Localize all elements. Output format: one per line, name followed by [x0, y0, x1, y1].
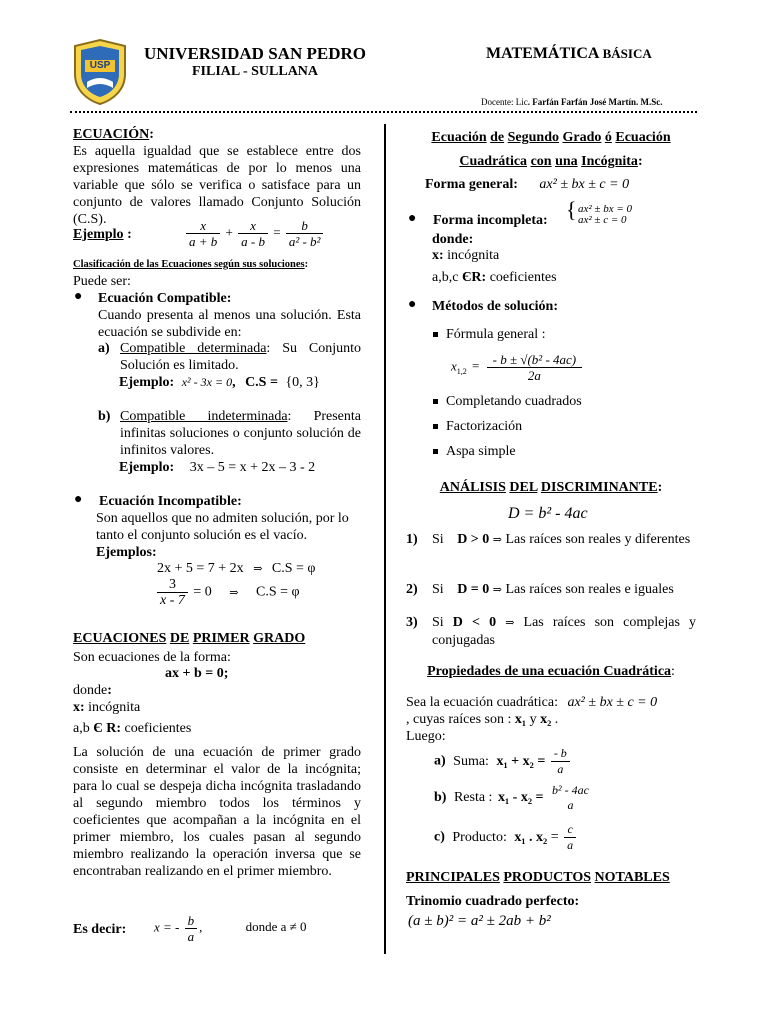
university-logo — [71, 38, 129, 106]
caso-1 — [406, 531, 696, 549]
caso-text: Las raíces son complejas y conjugadas — [432, 615, 697, 648]
producto-label: c) — [434, 829, 445, 845]
b-description — [120, 408, 361, 459]
productos-w1: PRINCIPALES — [406, 870, 500, 885]
forma-incompleta-label: Forma incompleta: — [433, 213, 548, 228]
teacher-name: . Farfán Farfán José Martín. M.Sc. — [527, 97, 663, 107]
incompatible-example-1 — [157, 560, 316, 578]
right-x-desc: incógnita — [447, 248, 500, 263]
forma-general-label: Forma general: — [425, 177, 518, 192]
analisis-colon: : — [657, 480, 663, 495]
donde-colon: : — [107, 683, 112, 698]
producto-row — [434, 822, 578, 853]
resta-den: a — [567, 798, 574, 812]
suma-num: - b — [551, 746, 570, 762]
course-main: MATEMÁTICA — [486, 45, 599, 62]
es-decir-comma: , — [199, 919, 203, 935]
ab-desc: coeficientes — [124, 721, 192, 736]
analisis-w1: ANÁLISIS — [439, 480, 506, 495]
arrow-icon: ⇒ — [505, 617, 515, 629]
clasificacion-colon: : — [304, 259, 309, 270]
compatible-desc: Cuando presenta al menos una solución. Esta ecuación se subdivide en: — [98, 308, 361, 340]
square-bullet-icon — [433, 449, 438, 454]
seg-w8: con — [530, 154, 552, 169]
metodo-label: Factorización — [446, 419, 523, 434]
a-rest: : Su Conjunto Solución es limitado. — [120, 341, 362, 373]
root-x2: x₂ — [540, 712, 552, 727]
seg-w3: Segundo — [507, 130, 559, 145]
ex1-den-1: a + b — [189, 234, 218, 249]
y-text: y — [529, 712, 537, 727]
a-label: a) — [98, 341, 110, 356]
seg-w9: una — [555, 154, 578, 169]
analisis-heading — [406, 480, 696, 496]
seg-w2: de — [490, 130, 505, 145]
bullet-incompatible: ● — [74, 492, 83, 507]
incompatible-desc: Son aquellos que no admiten solución, por lo tanto el conjunto solución es el vacío. — [96, 511, 349, 543]
cuyas-text: , cuyas raíces son : — [406, 712, 512, 727]
producto-eq: = — [550, 829, 559, 845]
primer-w2: DE — [169, 631, 190, 646]
ex1-num-3: b — [286, 218, 324, 234]
primer-donde — [73, 682, 112, 699]
productos-heading — [406, 870, 670, 886]
es-decir-den: a — [187, 929, 195, 944]
x-label: x: — [73, 700, 85, 715]
es-decir-cond: donde a ≠ 0 — [245, 919, 307, 935]
primer-x — [73, 699, 140, 716]
productos-w3: NOTABLES — [594, 870, 670, 885]
resta-row — [434, 783, 594, 813]
seg-w4: Grado — [562, 130, 602, 145]
ab-label: a,b — [73, 721, 90, 736]
ex1-frac-2 — [238, 218, 268, 249]
metodo-item — [433, 393, 582, 410]
ecuacion-colon: : — [149, 127, 154, 142]
inc-ex2-cs: C.S = φ — [256, 584, 300, 600]
ecuacion-title: ECUACIÓN — [73, 127, 150, 142]
donde-text: donde — [73, 683, 108, 698]
square-bullet-icon — [433, 332, 438, 337]
propiedades-heading — [406, 664, 696, 680]
resta-frac — [549, 783, 592, 813]
suma-frac — [551, 746, 570, 777]
clasificacion-text: Clasificación de las Ecuaciones según sus soluciones — [73, 259, 305, 270]
metodo-label: Fórmula general : — [446, 327, 546, 342]
inc-ex2-eq: = 0 — [193, 584, 212, 600]
discriminante-formula: D = b² - 4ac — [508, 505, 588, 522]
primer-ab — [73, 720, 191, 737]
suma-den: a — [557, 762, 564, 776]
teacher-line — [481, 97, 662, 107]
a-cs-label: C.S = — [245, 375, 278, 390]
ab-sym: Є R: — [93, 721, 121, 736]
course-title — [486, 45, 652, 63]
logo-text: USP — [89, 60, 111, 71]
b-example — [119, 459, 315, 476]
ejemplos-label: Ejemplos: — [96, 545, 157, 560]
sea-line — [406, 694, 657, 711]
trinomio-label: Trinomio cuadrado perfecto: — [406, 894, 580, 909]
arrow-icon: ⇒ — [253, 563, 263, 575]
producto-frac — [564, 822, 576, 853]
caso-number: 2) — [406, 582, 418, 597]
caso-si: Si — [432, 532, 444, 547]
incompatible-example-2 — [155, 577, 300, 608]
puede-ser: Puede ser: — [73, 274, 131, 289]
sea-eq: ax² ± bx ± c = 0 — [567, 695, 658, 710]
ex1-eq: = — [273, 224, 281, 240]
es-decir-num: b — [185, 913, 198, 929]
suma-row — [434, 746, 572, 777]
resta-num: b² - 4ac — [552, 783, 589, 797]
forma-incompleta-eq2: ax² ± c = 0 — [578, 214, 627, 226]
seg-w1: Ecuación — [431, 130, 487, 145]
formula-general — [451, 352, 584, 383]
caso-number: 3) — [406, 615, 418, 630]
a-ejemplo-eq: x² - 3x = 0 — [181, 375, 233, 389]
caso-number: 1) — [406, 532, 418, 547]
header-divider — [70, 111, 697, 113]
es-decir-lhs: x = - — [154, 919, 180, 935]
caso-si: Si — [432, 615, 444, 630]
forma-incompleta-eq1: ax² ± bx = 0 — [578, 203, 633, 215]
abc-label: a,b,c — [432, 270, 459, 285]
caso-cond: D > 0 — [457, 532, 490, 547]
x-desc: incógnita — [88, 700, 141, 715]
metodo-item — [433, 443, 516, 460]
period-text: . — [554, 712, 559, 727]
ex1-num-2: x — [238, 218, 268, 234]
inc-ex1-cs: C.S = φ — [271, 561, 316, 576]
ex1-den-2: a - b — [241, 234, 265, 249]
right-abc — [432, 269, 557, 286]
ex1-frac-1 — [186, 218, 220, 249]
primer-w1: ECUACIONES — [73, 631, 167, 646]
sea-text: Sea la ecuación cuadrática: — [406, 695, 558, 710]
bullet-compatible: ● — [74, 289, 83, 304]
square-bullet-icon — [433, 424, 438, 429]
luego: Luego: — [406, 729, 446, 744]
analisis-w2: DEL — [509, 480, 538, 495]
right-x-label: x: — [432, 248, 444, 263]
clasificacion-heading — [73, 259, 308, 270]
cuyas-line — [406, 711, 558, 728]
primer-w4: GRADO — [253, 631, 306, 646]
ex1-plus: + — [225, 224, 233, 240]
arrow-icon: ⇒ — [229, 586, 239, 599]
right-donde: donde: — [432, 232, 474, 247]
caso-text: Las raíces son reales e iguales — [505, 582, 674, 597]
caso-text: Las raíces son reales y diferentes — [505, 532, 691, 547]
es-decir-frac — [185, 913, 198, 944]
inc-ex2-den: x - 7 — [160, 593, 185, 608]
b-ejemplo-label: Ejemplo: — [119, 460, 175, 475]
analisis-w3: DISCRIMINANTE — [540, 480, 658, 495]
compatible-title: Ecuación Compatible: — [98, 291, 232, 306]
primer-form: ax + b = 0; — [165, 666, 229, 681]
ejemplo-colon: : — [123, 227, 132, 242]
university-name: UNIVERSIDAD SAN PEDRO — [144, 44, 366, 63]
bullet-metodos: ● — [408, 297, 417, 312]
suma-label: a) — [434, 753, 446, 769]
arrow-icon: ⇒ — [492, 584, 502, 596]
b-ejemplo-eq: 3x – 5 = x + 2x – 3 - 2 — [189, 460, 316, 475]
metodo-item — [433, 418, 522, 435]
ex1-num-1: x — [186, 218, 220, 234]
ecuacion-definition: Es aquella igualdad que se establece entre dos expresiones matemáticas de por lo menos una variable que sólo se verifica o satisface para un conjunto de valores llamado Conjunto Solución (C.S). — [73, 144, 361, 227]
inc-ex1-eq: 2x + 5 = 7 + 2x — [157, 561, 244, 576]
producto-expr: x₁ . x₂ — [514, 829, 548, 845]
metodos-label: Métodos de solución: — [432, 299, 558, 314]
root-x1: x₁ — [514, 712, 527, 727]
segundo-grado-heading — [406, 126, 696, 174]
productos-w2: PRODUCTOS — [503, 870, 592, 885]
seg-colon: : — [637, 154, 643, 169]
forma-general-eq: ax² ± bx ± c = 0 — [539, 177, 630, 192]
formula-eq: = — [472, 358, 480, 374]
caso-3 — [406, 614, 696, 649]
primer-intro: Son ecuaciones de la forma: — [73, 650, 231, 665]
metodo-item — [433, 326, 546, 343]
ex1-den-3: a² - b² — [288, 234, 321, 249]
formula-sub: 1,2 — [456, 367, 467, 377]
square-bullet-icon — [433, 399, 438, 404]
a-example: Ejemplo: x² - 3x = 0, C.S = {0, 3} — [119, 375, 320, 390]
seg-w6: Ecuación — [615, 130, 671, 145]
column-divider — [384, 124, 386, 954]
caso-2 — [406, 581, 696, 599]
abc-sym: ЄR: — [461, 270, 487, 285]
producto-text: Producto: — [452, 829, 507, 845]
formula-num: - b ± √(b² - 4ac) — [487, 352, 583, 368]
branch-name: FILIAL - SULLANA — [192, 64, 319, 79]
ejemplo-label: Ejemplo — [73, 227, 124, 242]
propiedades-colon: : — [671, 664, 675, 679]
right-x — [432, 247, 499, 264]
a-description — [120, 340, 361, 374]
solucion-text: La solución de una ecuación de primer grado consiste en determinar el valor de la incógnita; para lo cual se despeja dicha incógnita trasladando al segundo miembro todos los términos y coeficientes que acompañan a la incógnita en el primer miembro, los cuales pasan al segundo miembro realizando la operación inversa que se encontraban realizando en el primer miembro. — [73, 745, 361, 879]
ecuacion-section — [73, 126, 361, 228]
seg-w5: ó — [604, 130, 612, 145]
b-term: Compatible indeterminada — [120, 409, 288, 424]
primer-grado-heading — [73, 631, 305, 647]
resta-expr: x₁ - x₂ = — [497, 790, 544, 806]
a-term: Compatible determinada — [120, 341, 267, 356]
suma-expr: x₁ + x₂ = — [496, 753, 546, 769]
propiedades-title: Propiedades de una ecuación Cuadrática — [427, 664, 672, 679]
producto-num: c — [564, 822, 576, 838]
caso-cond: D = 0 — [457, 582, 490, 597]
trinomio-eq: (a ± b)² = a² ± 2ab + b² — [408, 913, 551, 929]
forma-incompleta-system: { ax² ± bx = 0 ax² ± c = 0 — [566, 197, 633, 226]
formula-lhs: x — [451, 358, 457, 374]
ex1-frac-3 — [286, 218, 324, 249]
shield-icon — [71, 38, 129, 106]
arrow-icon: ⇒ — [492, 534, 502, 546]
inc-ex2-num: 3 — [157, 577, 188, 593]
suma-text: Suma: — [453, 753, 489, 769]
incompatible-title: Ecuación Incompatible: — [99, 494, 242, 509]
seg-w10: Incógnita — [581, 154, 638, 169]
caso-cond: D < 0 — [452, 615, 497, 630]
b-label: b) — [98, 409, 111, 424]
caso-si: Si — [432, 582, 444, 597]
b-rest: : Presenta infinitas soluciones o conjunto solución de infinitos valores. — [120, 409, 361, 458]
es-decir-formula — [154, 913, 307, 944]
inc-ex2-frac — [157, 577, 188, 608]
resta-label: b) — [434, 790, 447, 806]
ejemplo-label-row — [73, 226, 132, 243]
a-ejemplo-label: Ejemplo: — [119, 375, 175, 390]
teacher-prefix: Docente: Lic — [481, 97, 528, 107]
abc-desc: coeficientes — [489, 270, 557, 285]
formula-den: 2a — [527, 368, 541, 383]
seg-w7: Cuadrática — [459, 154, 528, 169]
producto-den: a — [567, 838, 574, 852]
forma-general — [425, 176, 629, 193]
formula-frac — [487, 352, 583, 383]
bullet-forma-incompleta: ● — [408, 211, 417, 226]
a-cs-value: {0, 3} — [285, 375, 320, 390]
course-sub: BÁSICA — [602, 46, 652, 61]
primer-w3: PRIMER — [192, 631, 250, 646]
resta-text: Resta : — [453, 790, 493, 806]
es-decir-label: Es decir: — [73, 922, 127, 937]
metodo-label: Aspa simple — [446, 444, 516, 459]
metodo-label: Completando cuadrados — [446, 394, 582, 409]
ejemplo-equation — [184, 218, 325, 249]
